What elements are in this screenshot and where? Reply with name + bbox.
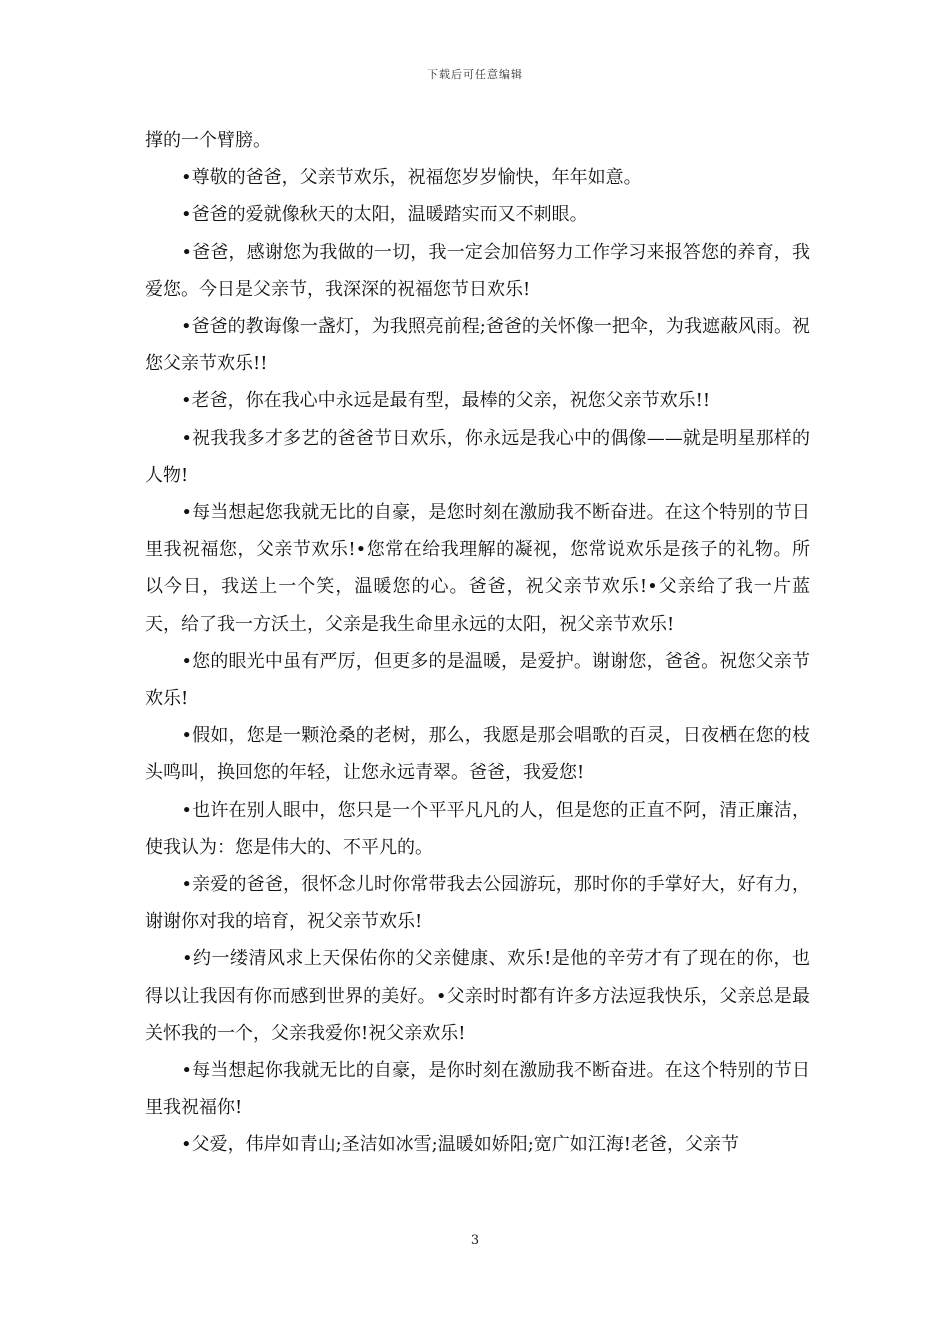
paragraph: •爸爸的教诲像一盏灯，为我照亮前程;爸爸的关怀像一把伞，为我遮蔽风雨。祝您父亲节欢乐!! xyxy=(145,316,810,375)
paragraph: •爸爸，感谢您为我做的一切，我一定会加倍努力工作学习来报答您的养育，我爱您。今日是父亲节，我深深的祝福您节日欢乐! xyxy=(145,241,810,300)
page-number: 3 xyxy=(470,1233,480,1248)
paragraph: •每当想起你我就无比的自豪，是你时刻在激励我不断奋进。在这个特别的节日里我祝福你! xyxy=(145,1060,810,1119)
paragraph: •也许在别人眼中，您只是一个平平凡凡的人，但是您的正直不阿，清正廉洁，使我认为：您是伟大的、不平凡的。 xyxy=(145,799,810,858)
paragraph: •亲爱的爸爸，很怀念儿时你常带我去公园游玩，那时你的手掌好大，好有力，谢谢你对我的培育，祝父亲节欢乐! xyxy=(145,874,810,933)
paragraph: •爸爸的爱就像秋天的太阳，温暖踏实而又不刺眼。 xyxy=(145,204,588,226)
paragraph: •每当想起您我就无比的自豪，是您时刻在激励我不断奋进。在这个特别的节日里我祝福您，父亲节欢乐!•您常在给我理解的凝视，您常说欢乐是孩子的礼物。所以今日，我送上一个笑，温暖您的心。爸爸，祝父亲节欢乐!•父亲给了我一片蓝天，给了我一方沃土，父亲是我生命里永远的太阳，祝父亲节欢乐! xyxy=(145,502,810,635)
paragraph: •约一缕清风求上天保佑你的父亲健康、欢乐!是他的辛劳才有了现在的你，也得以让我因有你而感到世界的美好。•父亲时时都有许多方法逗我快乐，父亲总是最关怀我的一个，父亲我爱你!祝父亲欢乐! xyxy=(145,948,810,1044)
paragraph: •祝我我多才多艺的爸爸节日欢乐，你永远是我心中的偶像——就是明星那样的人物! xyxy=(145,427,810,486)
paragraph: •尊敬的爸爸，父亲节欢乐，祝福您岁岁愉快，年年如意。 xyxy=(145,167,642,189)
paragraph: •父爱，伟岸如青山;圣洁如冰雪;温暖如娇阳;宽广如江海!老爸，父亲节 xyxy=(145,1134,740,1156)
paragraph: •假如，您是一颗沧桑的老树，那么，我愿是那会唱歌的百灵，日夜栖在您的枝头鸣叫，换回您的年轻，让您永远青翠。爸爸，我爱您! xyxy=(145,725,810,784)
page-header: 下载后可任意编辑 xyxy=(427,68,523,81)
paragraph: •您的眼光中虽有严厉，但更多的是温暖，是爱护。谢谢您，爸爸。祝您父亲节欢乐! xyxy=(145,650,810,710)
document-body xyxy=(145,122,810,1164)
paragraph: •老爸，你在我心中永远是最有型，最棒的父亲，祝您父亲节欢乐!! xyxy=(145,390,711,412)
paragraph: 撑的一个臂膀。 xyxy=(145,130,271,151)
